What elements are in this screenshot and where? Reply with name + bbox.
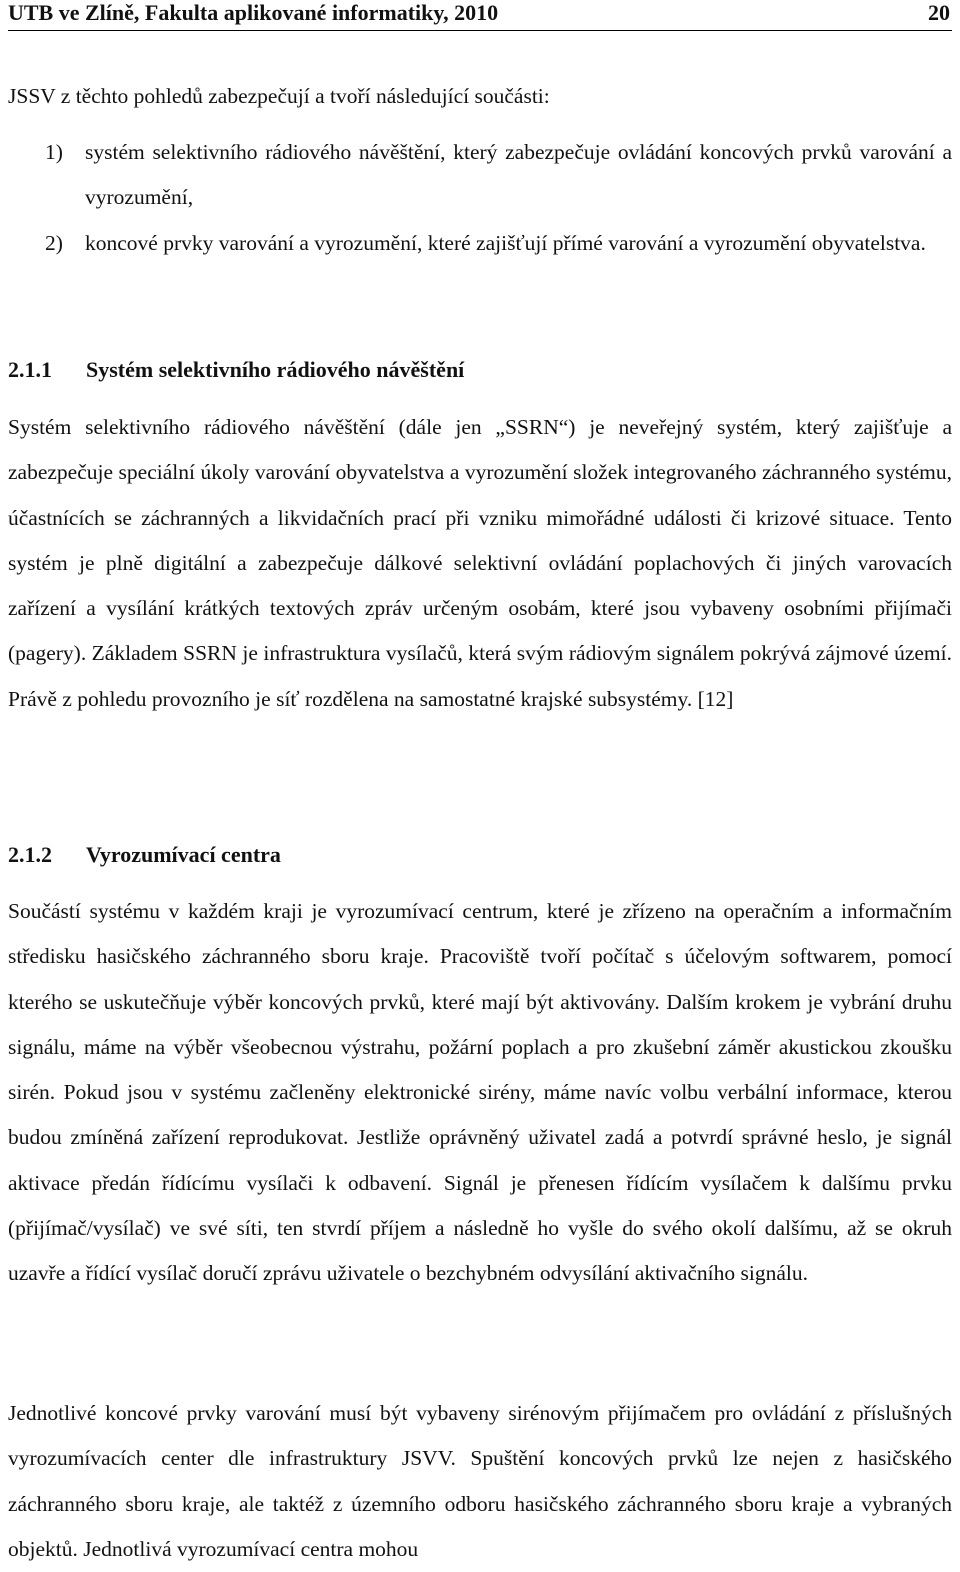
section-title: Vyrozumívací centra	[86, 842, 281, 867]
section-number: 2.1.2	[8, 842, 52, 867]
list-item	[8, 221, 952, 266]
list-item-text: systém selektivního rádiového návěštění, který zabezpečuje ovládání koncových prvků varování a vyrozumění,	[85, 140, 952, 210]
section-title: Systém selektivního rádiového návěštění	[86, 357, 465, 382]
section-heading	[8, 840, 281, 870]
components-list	[8, 130, 952, 266]
list-item	[8, 130, 952, 221]
section-paragraph: Jednotlivé koncové prvky varování musí být vybaveny sirénovým přijímačem pro ovládání z příslušných vyrozumívacích center dle infrastruktury JSVV. Spuštění koncových prvků lze nejen z hasičského záchranného sboru kraje, ale taktéž z územního odboru hasičského záchranného sboru kraje a vybraných objektů. Jednotlivá vyrozumívací centra mohou	[8, 1401, 952, 1561]
section-heading	[8, 355, 464, 385]
header-title: UTB ve Zlíně, Fakulta aplikované informatiky, 2010	[8, 0, 499, 25]
intro-paragraph: JSSV z těchto pohledů zabezpečují a tvoří následující součásti:	[8, 84, 550, 108]
list-item-number: 1)	[45, 140, 63, 164]
page-number: 20	[928, 0, 950, 25]
section-number: 2.1.1	[8, 357, 52, 382]
section-paragraph: Systém selektivního rádiového návěštění (dále jen „SSRN“) je neveřejný systém, který zajišťuje a zabezpečuje speciální úkoly varování obyvatelstva a vyrozumění složek integrovaného záchranného systému, účastnících se záchranných a likvidačních prací při vzniku mimořádné události či krizové situace. Tento systém je plně digitální a zabezpečuje dálkové selektivní ovládání poplachových či jiných varovacích zařízení a vysílání krátkých textových zpráv určeným osobám, které jsou vybaveny osobními přijímači (pagery). Základem SSRN je infrastruktura vysílačů, která svým rádiovým signálem pokrývá zájmové území. Právě z pohledu provozního je síť rozdělena na samostatné krajské subsystémy. [12]	[8, 415, 952, 711]
list-item-text: koncové prvky varování a vyrozumění, které zajišťují přímé varování a vyrozumění obyvatelstva.	[85, 230, 926, 255]
list-item-number: 2)	[45, 230, 63, 255]
page-header	[8, 0, 952, 31]
section-paragraph: Součástí systému v každém kraji je vyrozumívací centrum, které je zřízeno na operačním a informačním středisku hasičského záchranného sboru kraje. Pracoviště tvoří počítač s účelovým softwarem, pomocí kterého se uskutečňuje výběr koncových prvků, které mají být aktivovány. Dalším krokem je vybrání druhu signálu, máme na výběr všeobecnou výstrahu, požární poplach a pro zkušební záměr akustickou zkoušku sirén. Pokud jsou v systému začleněny elektronické sirény, máme navíc volbu verbální informace, kterou budou zmíněná zařízení reprodukovat. Jestliže oprávněný uživatel zadá a potvrdí správné heslo, je signál aktivace předán řídícímu vysílači k odbavení. Signál je přenesen řídícím vysílačem k dalšímu prvku (přijímač/vysílač) ve své síti, ten stvrdí příjem a následně ho vyšle do svého okolí dalšímu, až se okruh uzavře a řídící vysílač doručí zprávu uživatele o bezchybném odvysílání aktivačního signálu.	[8, 899, 952, 1286]
